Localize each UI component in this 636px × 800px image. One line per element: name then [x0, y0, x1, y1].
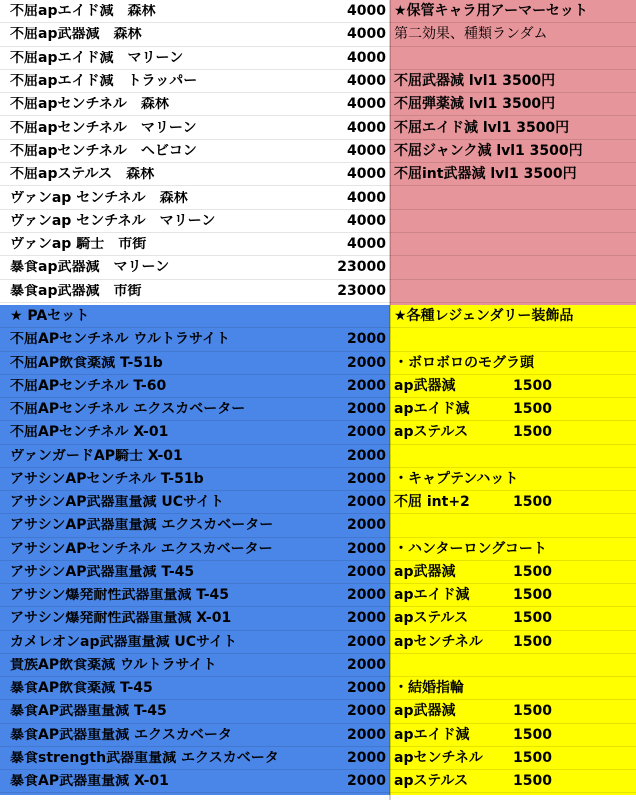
table-row [390, 233, 636, 256]
table-row [390, 700, 636, 723]
item-price: 4000 [347, 3, 386, 20]
table-row [390, 305, 636, 328]
item-name: 暴食strength武器重量減 エクスカベータ [10, 750, 279, 765]
item-name: 不屈apステルス 森林 [10, 167, 155, 182]
group-heading: ・結婚指輪 [394, 680, 464, 697]
item-name: 不屈apセンチネル マリーン [10, 120, 197, 135]
item-price: 2000 [347, 447, 386, 464]
table-row [390, 93, 636, 116]
blank-row [390, 445, 636, 468]
item-name: 暴食AP武器重量減 T-45 [10, 704, 167, 719]
group-heading: ・キャプテンハット [394, 470, 519, 487]
table-row [0, 421, 390, 444]
group-heading-row [390, 677, 636, 700]
item-name: 不屈AP飲食薬減 T-51b [10, 355, 163, 370]
table-row [0, 93, 390, 116]
item-price: 1500 [513, 610, 552, 627]
section-title: ★各種レジェンダリー装飾品 [394, 308, 574, 325]
table-row [390, 0, 636, 23]
item-name: ヴァンap 騎士 市街 [10, 237, 147, 252]
item-price: 2000 [347, 494, 386, 511]
item-price: 1500 [513, 563, 552, 580]
item-price: 1500 [513, 587, 552, 604]
table-row [0, 352, 390, 375]
item-price: 2000 [347, 703, 386, 720]
table-row [390, 398, 636, 421]
table-row [0, 305, 390, 328]
table-row [390, 561, 636, 584]
table-row [390, 584, 636, 607]
item-price: 1500 [513, 424, 552, 441]
item-price: 2000 [347, 540, 386, 557]
table-row [0, 468, 390, 491]
pink-armor-set-block [390, 0, 636, 305]
item-price: 2000 [347, 726, 386, 743]
item-price: 2000 [347, 331, 386, 348]
table-row [0, 398, 390, 421]
item-name: apステルス [394, 424, 469, 441]
item-price: 2000 [347, 354, 386, 371]
table-row [0, 186, 390, 209]
list-item: 不屈弾薬減 lvl1 3500円 [394, 96, 556, 113]
table-row [0, 47, 390, 70]
item-price: 1500 [513, 726, 552, 743]
table-row [390, 607, 636, 630]
table-row [0, 747, 390, 770]
item-name: 不屈apセンチネル 森林 [10, 97, 169, 112]
item-price: 23000 [337, 259, 386, 276]
item-name: apエイド減 [394, 401, 470, 418]
table-row [0, 117, 390, 140]
table-row [0, 0, 390, 23]
table-row [390, 631, 636, 654]
item-name: 不屈APセンチネル エクスカベーター [10, 402, 246, 417]
item-name: 不屈ap武器減 森林 [10, 27, 142, 42]
blank-row [390, 514, 636, 537]
item-name: 暴食ap武器減 市街 [10, 283, 142, 298]
group-heading-row [390, 468, 636, 491]
item-price: 1500 [513, 377, 552, 394]
table-row [0, 631, 390, 654]
list-item: 不屈ジャンク減 lvl1 3500円 [394, 142, 583, 159]
item-price: 2000 [347, 680, 386, 697]
item-name: 不屈APセンチネル X-01 [10, 425, 169, 440]
table-row [0, 23, 390, 46]
item-price: 1500 [513, 633, 552, 650]
table-row [0, 233, 390, 256]
item-price: 2000 [347, 377, 386, 394]
group-heading: ・ハンターロングコート [394, 540, 547, 557]
list-item: 不屈武器減 lvl1 3500円 [394, 73, 556, 90]
item-price: 4000 [347, 26, 386, 43]
item-price: 1500 [513, 494, 552, 511]
table-row [390, 186, 636, 209]
item-price: 2000 [347, 587, 386, 604]
table-row [0, 256, 390, 279]
white-price-block [0, 0, 390, 305]
item-name: 暴食AP飲食薬減 T-45 [10, 681, 153, 696]
table-row [0, 328, 390, 351]
section-title: ★ PAセット [10, 308, 90, 325]
table-row [0, 140, 390, 163]
item-price: 4000 [347, 166, 386, 183]
table-row [390, 770, 636, 793]
item-name: 不屈 int+2 [394, 494, 470, 511]
item-price: 2000 [347, 656, 386, 673]
list-item: 不屈int武器減 lvl1 3500円 [394, 166, 577, 183]
item-name: apセンチネル [394, 633, 483, 650]
item-name: apセンチネル [394, 749, 483, 766]
item-price: 2000 [347, 424, 386, 441]
item-name: ヴァンap センチネル マリーン [10, 213, 216, 228]
item-name: アサシンAP武器重量減 T-45 [10, 564, 195, 579]
item-name: ヴァンap センチネル 森林 [10, 190, 188, 205]
item-name: apステルス [394, 610, 469, 627]
group-heading: ・ボロボロのモグラ頭 [394, 354, 534, 371]
blank-row [390, 654, 636, 677]
item-price: 2000 [347, 470, 386, 487]
item-name: アサシンAPセンチネル T-51b [10, 471, 204, 486]
table-row [0, 210, 390, 233]
table-row [390, 47, 636, 70]
item-name: 貴族AP飲食薬減 ウルトラサイト [10, 657, 217, 672]
table-row [390, 210, 636, 233]
table-row [390, 256, 636, 279]
item-name: apエイド減 [394, 587, 470, 604]
table-row [0, 584, 390, 607]
table-row [0, 70, 390, 93]
item-price: 4000 [347, 212, 386, 229]
item-name: 不屈apエイド減 トラッパー [10, 74, 198, 89]
item-price: 1500 [513, 773, 552, 790]
item-price: 2000 [347, 633, 386, 650]
item-price: 2000 [347, 749, 386, 766]
table-row [390, 280, 636, 303]
table-row [390, 747, 636, 770]
item-name: アサシンAP武器重量減 UCサイト [10, 495, 225, 510]
item-price: 2000 [347, 773, 386, 790]
column-divider [389, 0, 391, 800]
item-price: 23000 [337, 282, 386, 299]
item-name: ap武器減 [394, 377, 456, 394]
item-price: 4000 [347, 73, 386, 90]
table-row [0, 514, 390, 537]
item-name: 不屈APセンチネル T-60 [10, 378, 167, 393]
item-price: 1500 [513, 703, 552, 720]
section-note: 第二効果、種類ランダム [394, 26, 548, 43]
table-row [0, 280, 390, 303]
table-row [0, 491, 390, 514]
item-name: カメレオンap武器重量減 UCサイト [10, 634, 238, 649]
table-row [0, 654, 390, 677]
item-name: 暴食AP武器重量減 エクスカベータ [10, 727, 232, 742]
item-name: アサシンAP武器重量減 エクスカベーター [10, 518, 274, 533]
table-row [0, 561, 390, 584]
item-price: 2000 [347, 401, 386, 418]
blue-pa-set-block [0, 305, 390, 795]
item-name: ap武器減 [394, 703, 456, 720]
item-name: ap武器減 [394, 563, 456, 580]
item-price: 4000 [347, 96, 386, 113]
table-row [0, 607, 390, 630]
table-row [390, 421, 636, 444]
table-row [390, 163, 636, 186]
table-row [390, 491, 636, 514]
table-row [0, 770, 390, 793]
table-row [390, 140, 636, 163]
item-name: ヴァンガードAP騎士 X-01 [10, 448, 183, 463]
yellow-legendary-block [390, 305, 636, 795]
table-row [0, 163, 390, 186]
item-name: 暴食AP武器重量減 X-01 [10, 774, 169, 789]
table-row [390, 70, 636, 93]
item-price: 4000 [347, 189, 386, 206]
section-title: ★保管キャラ用アーマーセット [394, 3, 588, 20]
item-price: 1500 [513, 749, 552, 766]
table-row [0, 538, 390, 561]
item-price: 4000 [347, 236, 386, 253]
table-row [0, 375, 390, 398]
item-price: 4000 [347, 49, 386, 66]
item-name: 不屈apエイド減 森林 [10, 4, 156, 19]
item-price: 2000 [347, 517, 386, 534]
item-name: 不屈APセンチネル ウルトラサイト [10, 332, 231, 347]
table-row [0, 445, 390, 468]
item-name: 不屈apセンチネル ヘビコン [10, 143, 197, 158]
item-name: apステルス [394, 773, 469, 790]
item-name: 不屈apエイド減 マリーン [10, 50, 184, 65]
group-heading-row [390, 352, 636, 375]
item-name: 暴食ap武器減 マリーン [10, 260, 170, 275]
item-price: 2000 [347, 610, 386, 627]
table-row [0, 677, 390, 700]
table-row [390, 117, 636, 140]
table-row [390, 23, 636, 46]
table-row [0, 724, 390, 747]
table-row [390, 375, 636, 398]
item-name: アサシン爆発耐性武器重量減 X-01 [10, 611, 232, 626]
table-row [0, 700, 390, 723]
item-price: 4000 [347, 119, 386, 136]
item-price: 4000 [347, 142, 386, 159]
table-row [390, 724, 636, 747]
group-heading-row [390, 538, 636, 561]
list-item: 不屈エイド減 lvl1 3500円 [394, 119, 570, 136]
item-name: apエイド減 [394, 726, 470, 743]
item-name: アサシン爆発耐性武器重量減 T-45 [10, 588, 230, 603]
item-price: 2000 [347, 563, 386, 580]
blank-row [390, 328, 636, 351]
item-price: 1500 [513, 401, 552, 418]
item-name: アサシンAPセンチネル エクスカベーター [10, 541, 273, 556]
